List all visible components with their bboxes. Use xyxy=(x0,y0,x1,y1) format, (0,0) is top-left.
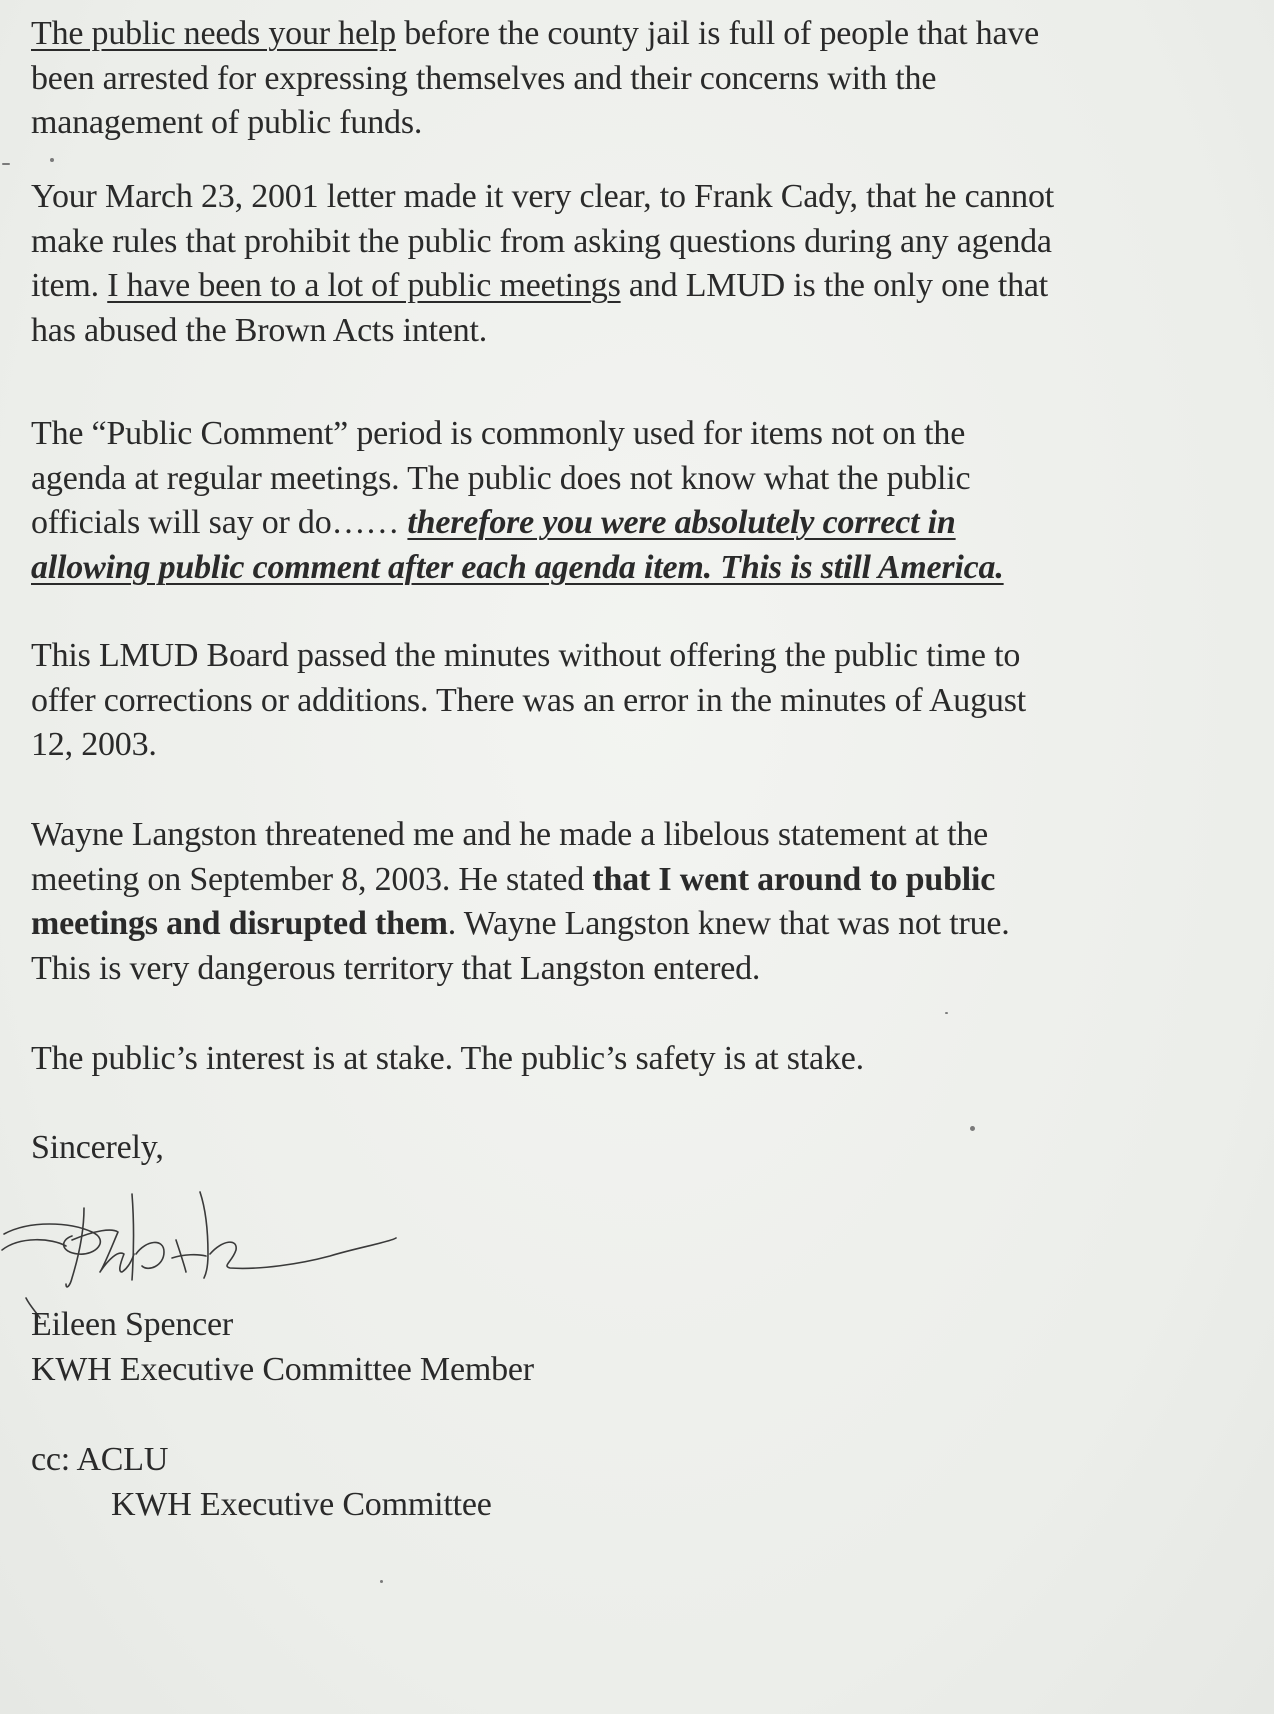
text-span: . Wayne Langston knew that was not true. xyxy=(447,905,1010,942)
scan-speck xyxy=(970,1126,975,1131)
emphasis-phrase: allowing public comment after each agenda item. This is still America. xyxy=(31,548,1004,586)
paragraph-langston xyxy=(31,813,1246,991)
signer-title: KWH Executive Committee Member xyxy=(31,1350,534,1388)
text-line xyxy=(31,902,1246,947)
closing-text: Sincerely, xyxy=(31,1129,164,1166)
text-line xyxy=(31,546,1246,591)
bold-phrase: meetings and disrupted them xyxy=(31,905,448,942)
closing xyxy=(31,1126,1246,1171)
text-span: officials will say or do…… xyxy=(31,504,408,541)
text-line xyxy=(31,858,1246,903)
text-span: and LMUD is the only one that xyxy=(620,267,1049,304)
text-line xyxy=(31,12,1246,57)
text-line: This LMUD Board passed the minutes without offering the public time to xyxy=(31,637,1021,674)
text-line: management of public funds. xyxy=(31,104,423,141)
text-span: item. xyxy=(31,267,108,304)
text-line: Your March 23, 2001 letter made it very clear, to Frank Cady, that he cannot xyxy=(31,178,1054,215)
paragraph-public-help xyxy=(31,12,1246,146)
paragraph-minutes xyxy=(31,634,1246,768)
signer-name: Eileen Spencer xyxy=(31,1306,234,1343)
text-line: offer corrections or additions. There was an error in the minutes of August xyxy=(31,681,1026,719)
text-span: before the county jail is full of people that have xyxy=(395,15,1040,52)
text-line: The “Public Comment” period is commonly used for items not on the xyxy=(31,415,966,452)
bold-phrase: that I went around to public xyxy=(592,860,996,898)
text-line xyxy=(31,501,1246,546)
cc-line: cc: ACLU xyxy=(31,1441,169,1478)
paragraph-public-comment xyxy=(31,412,1246,590)
scan-speck xyxy=(380,1580,383,1583)
paragraph-public-interest xyxy=(31,1037,1246,1082)
text-line: Wayne Langston threatened me and he made a libelous statement at the xyxy=(31,816,989,853)
text-line: The public’s interest is at stake. The public’s safety is at stake. xyxy=(31,1040,864,1077)
scan-speck xyxy=(945,1012,948,1014)
scan-speck xyxy=(2,163,10,165)
cc-block xyxy=(31,1438,1246,1527)
emphasis-phrase: therefore you were absolutely correct in xyxy=(407,504,956,541)
text-line: been arrested for expressing themselves and their concerns with the xyxy=(31,59,937,97)
cc-line: KWH Executive Committee xyxy=(111,1485,492,1523)
signer-block xyxy=(31,1303,1246,1392)
paragraph-march-letter xyxy=(31,175,1246,353)
scan-speck xyxy=(50,158,54,162)
text-line: agenda at regular meetings. The public does not know what the public xyxy=(31,459,971,497)
text-line: make rules that prohibit the public from asking questions during any agenda xyxy=(31,222,1052,260)
text-line: 12, 2003. xyxy=(31,726,157,763)
text-line xyxy=(31,264,1246,309)
underlined-phrase: I have been to a lot of public meetings xyxy=(107,267,621,304)
underlined-phrase: The public needs your help xyxy=(31,15,396,52)
text-line: This is very dangerous territory that Langston entered. xyxy=(31,949,761,987)
text-span: meeting on September 8, 2003. He stated xyxy=(31,860,593,898)
text-line: has abused the Brown Acts intent. xyxy=(31,311,488,349)
